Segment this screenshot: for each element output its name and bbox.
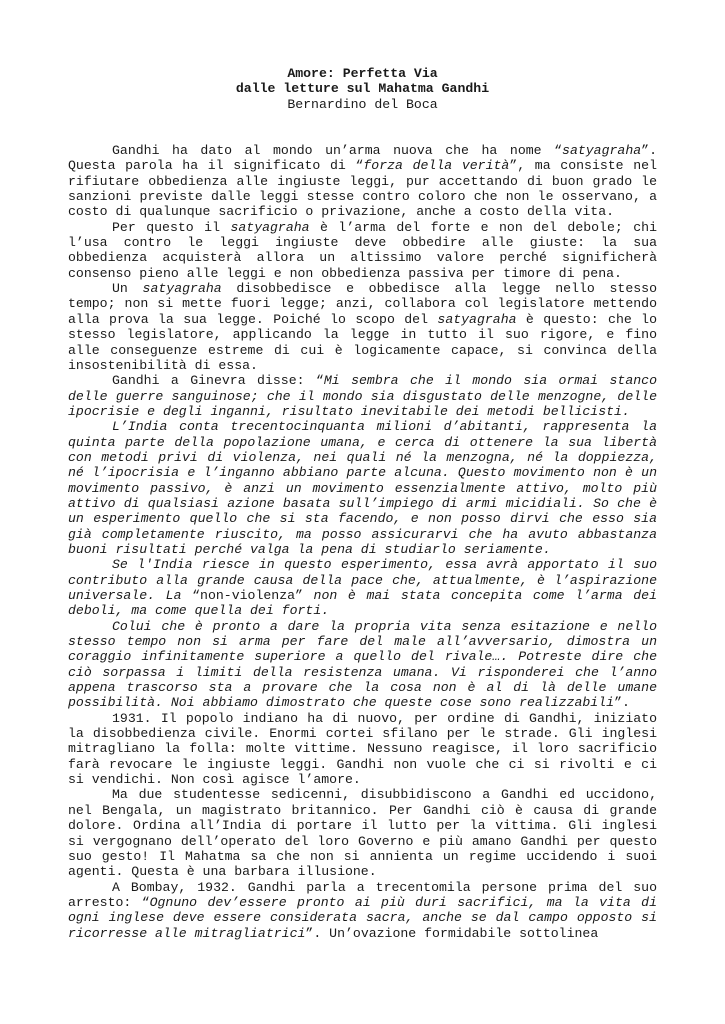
text-run: Gandhi a Ginevra disse: “ (112, 373, 324, 389)
paragraph (68, 281, 657, 373)
italic-run: satyagraha (437, 311, 517, 327)
paragraph (68, 220, 657, 281)
paragraph (68, 619, 657, 711)
text-run: ”, ma consiste nel rifiutare obbedienza alle ingiuste leggi, pur accettando di buon grado le sanzioni previste dalle leggi stesse contro coloro che non le osservano, a costo di qualunque sacrificio o privazione, anche a costo della vita. (68, 158, 657, 220)
italic-run: satyagraha (562, 143, 642, 159)
italic-run: satyagraha (230, 219, 310, 235)
text-run: è l’arma del forte e non del debole; chi l’usa contro le leggi ingiuste deve obbedire alle giuste: la sua obbedienza acquisterà allora un altissimo valore perché significherà consenso pieno alle leggi e non obbedienza passiva per timore di pena. (68, 219, 658, 281)
text-run: “non-violenza” (192, 588, 303, 603)
text-run: A Bombay, 1932. Gandhi parla a trecentomila persone prima del suo arresto: “ (68, 879, 657, 910)
paragraph (68, 373, 657, 419)
text-run: è questo: che lo stesso legislatore, applicando la legge in tutto il suo rigore, e fino alle conseguenze estreme di cui è logicamente capace, si convinca della insostenibilità di essa. (68, 311, 657, 373)
paragraph (68, 557, 657, 618)
document-title: Amore: Perfetta Via (287, 66, 438, 81)
paragraph (68, 143, 657, 220)
document-author: Bernardino del Boca (287, 96, 438, 112)
italic-run: Mi sembra che il mondo sia ormai stanco delle guerre sanguinose; che il mondo sia disgustato delle menzogne, delle ipocrisie e degli inganni, risultato inevitabile dei metodi bellicisti. (68, 373, 657, 419)
paragraph (68, 880, 657, 941)
text-run: ”. Un’ovazione formidabile sottolinea (305, 925, 599, 941)
text-run: Un (112, 281, 143, 297)
text-run: Per questo il (112, 219, 231, 235)
text-run: ”. (614, 695, 630, 711)
italic-run: Ognuno dev’essere pronto ai più duri sacrifici, ma la vita di ogni inglese deve essere considerata sacra, anche se dal campo opposto si ricorresse alle mitragliatrici (68, 894, 657, 941)
text-run: disobbedisce e obbedisce alla legge nello stesso tempo; non si mette fuori legge; anzi, collabora col legislatore mettendo alla prova la sua legge. Poiché lo scopo del (68, 281, 658, 327)
text-run: ”. Questa parola ha il significato di “ (68, 143, 657, 174)
paragraph (68, 787, 657, 879)
italic-run: Se l'India riesce in questo esperimento, essa avrà apportato il suo contributo alla grande causa della pace che, attualmente, è l’aspirazione universale. La (68, 557, 657, 603)
italic-run: satyagraha (142, 281, 222, 297)
text-run: Ma due studentesse sedicenni, disubbidiscono a Gandhi ed uccidono, nel Bengala, un magistrato britannico. Per Gandhi ciò è causa di grande dolore. Ordina all’India di portare il lutto per la vittima. Gli inglesi si vergognano dell’operato del loro Governo e più amano Gandhi per questo suo gesto! Il Mahatma sa che non si annienta un regime uccidendo i suoi agenti. Questa è una barbara illusione. (68, 787, 657, 880)
paragraph (68, 419, 657, 557)
italic-run: forza della verità (363, 158, 510, 174)
paragraph (68, 711, 657, 788)
text-run: 1931. Il popolo indiano ha di nuovo, per ordine di Gandhi, iniziato la disobbedienza civile. Enormi cortei sfilano per le strade. Gli inglesi mitragliano la folla: molte vittime. Nessuno reagisce, il loro sacrificio farà revocare le ingiuste leggi. Gandhi non vuole che ci si rivolti e ci si vendichi. Non così agisce l’amore. (68, 710, 657, 788)
title-block (68, 66, 657, 112)
italic-run: L’India conta trecentocinquanta milioni d’abitanti, rappresenta la quinta parte della popolazione umana, e cerca di ottenere la sua libertà con metodi privi di violenza, nei quali né la menzogna, né la doppiezza, né l’ipocrisia e l’inganno abbiano parte alcuna. Questo movimento non è un movimento passivo, è anzi un movimento essenzialmente attivo, molto più attivo di qualsiasi azione basata sull’impiego di armi micidiali. So che è un esperimento quello che si sta facendo, e non posso dirvi che esso sia già completamente riuscito, ma posso assicurarvi che ha avuto abbastanza buoni risultati perché valga la pena di studiarlo seriamente. (68, 419, 657, 557)
document-subtitle: dalle letture sul Mahatma Gandhi (235, 81, 490, 97)
italic-run: non è mai stata concepita come l’arma dei deboli, ma come quella dei forti. (68, 588, 657, 619)
italic-run: Colui che è pronto a dare la propria vita senza esitazione e nello stesso tempo non si arma per fare del male all’avversario, dimostra un coraggio infinitamente superiore a quello del rivale…. Potreste dire che ciò sorpassa i limiti della resistenza umana. Vi risponderei che l’anno appena trascorso sta a provare che la cosa non è al di là delle umane possibilità. Noi abbiamo dimostrato che queste cose sono realizzabili (68, 618, 657, 711)
document-page (68, 66, 657, 941)
text-run: Gandhi ha dato al mondo un’arma nuova che ha nome “ (112, 143, 563, 159)
